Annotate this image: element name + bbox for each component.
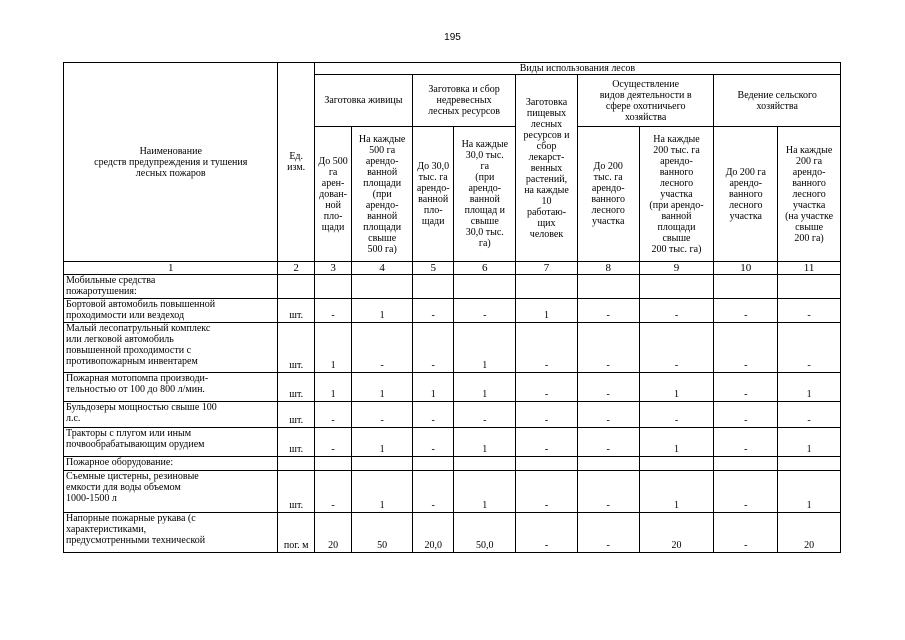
value-cell: - — [412, 402, 453, 428]
column-number: 8 — [577, 262, 639, 275]
table-row — [64, 323, 841, 373]
value-cell: - — [412, 428, 453, 457]
value-cell: - — [352, 323, 413, 373]
column-number: 11 — [778, 262, 841, 275]
value-cell: - — [516, 471, 578, 513]
value-cell — [516, 275, 578, 299]
header-subcol: До 200 тыс. га арендо- ванного лесного участка — [577, 127, 639, 262]
value-cell: - — [714, 428, 778, 457]
row-unit: пог. м — [278, 513, 314, 553]
value-cell: - — [714, 299, 778, 323]
value-cell — [352, 457, 413, 471]
row-unit — [278, 275, 314, 299]
row-name: Мобильные средства пожаротушения: — [64, 275, 278, 299]
value-cell: 20 — [314, 513, 351, 553]
value-cell — [778, 457, 841, 471]
header-subcol: До 30,0 тыс. га арендо- ванной пло- щади — [412, 127, 453, 262]
value-cell: - — [314, 299, 351, 323]
value-cell: - — [714, 402, 778, 428]
value-cell: - — [516, 402, 578, 428]
value-cell — [714, 275, 778, 299]
value-cell: 1 — [639, 373, 714, 402]
value-cell: - — [314, 428, 351, 457]
value-cell: 1 — [352, 471, 413, 513]
value-cell: 20 — [778, 513, 841, 553]
row-unit: шт. — [278, 428, 314, 457]
header-group: Ведение сельского хозяйства — [714, 75, 841, 127]
column-number: 2 — [278, 262, 314, 275]
value-cell — [454, 457, 516, 471]
value-cell: - — [577, 323, 639, 373]
value-cell: - — [639, 402, 714, 428]
value-cell: - — [314, 402, 351, 428]
value-cell: 1 — [778, 373, 841, 402]
value-cell: - — [714, 323, 778, 373]
column-number: 7 — [516, 262, 578, 275]
value-cell: 1 — [314, 373, 351, 402]
value-cell — [577, 275, 639, 299]
value-cell: 1 — [352, 373, 413, 402]
table-row — [64, 471, 841, 513]
value-cell: 1 — [454, 373, 516, 402]
value-cell: - — [714, 373, 778, 402]
value-cell — [778, 275, 841, 299]
table-row — [64, 299, 841, 323]
value-cell: 1 — [516, 299, 578, 323]
row-name: Бульдозеры мощностью свыше 100 л.с. — [64, 402, 278, 428]
value-cell: - — [577, 471, 639, 513]
table-row — [64, 402, 841, 428]
value-cell: - — [412, 299, 453, 323]
value-cell: 1 — [352, 299, 413, 323]
value-cell: - — [412, 471, 453, 513]
value-cell: 50 — [352, 513, 413, 553]
value-cell: 1 — [454, 471, 516, 513]
value-cell: - — [577, 402, 639, 428]
row-name: Съемные цистерны, резиновые емкости для воды объемом 1000-1500 л — [64, 471, 278, 513]
row-name: Малый лесопатрульный комплекс или легковой автомобиль повышенной проходимости с противопожарным инвентарем — [64, 323, 278, 373]
value-cell: - — [577, 299, 639, 323]
value-cell: - — [577, 513, 639, 553]
table-row — [64, 373, 841, 402]
value-cell — [516, 457, 578, 471]
value-cell: - — [714, 471, 778, 513]
column-number: 3 — [314, 262, 351, 275]
header-subcol: На каждые 500 га арендо- ванной площади (при арендо- ванной площади свыше 500 га) — [352, 127, 413, 262]
value-cell: - — [778, 323, 841, 373]
row-unit: шт. — [278, 373, 314, 402]
value-cell — [314, 457, 351, 471]
header-subcol: На каждые 200 тыс. га арендо- ванного лесного участка (при арендо- ванной площади свыше 200 тыс. га) — [639, 127, 714, 262]
row-unit: шт. — [278, 471, 314, 513]
header-group: Осуществление видов деятельности в сфере охотничьего хозяйства — [577, 75, 714, 127]
value-cell: - — [314, 471, 351, 513]
value-cell: - — [778, 299, 841, 323]
value-cell: - — [778, 402, 841, 428]
value-cell: - — [714, 513, 778, 553]
value-cell — [639, 275, 714, 299]
row-name: Напорные пожарные рукава (с характеристиками, предусмотренными технической — [64, 513, 278, 553]
column-number: 4 — [352, 262, 413, 275]
row-name: Пожарная мотопомпа производи- тельностью от 100 до 800 л/мин. — [64, 373, 278, 402]
table-body — [64, 275, 841, 553]
value-cell — [352, 275, 413, 299]
value-cell — [714, 457, 778, 471]
row-unit: шт. — [278, 323, 314, 373]
value-cell: 1 — [639, 471, 714, 513]
row-name: Пожарное оборудование: — [64, 457, 278, 471]
header-group: Заготовка пищевых лесных ресурсов и сбор лекарст- венных растений, на каждые 10 работаю- щих человек — [516, 75, 578, 262]
value-cell — [639, 457, 714, 471]
row-unit: шт. — [278, 299, 314, 323]
value-cell: - — [516, 323, 578, 373]
value-cell: - — [516, 428, 578, 457]
value-cell: 1 — [778, 471, 841, 513]
value-cell: - — [639, 323, 714, 373]
value-cell: 1 — [454, 428, 516, 457]
value-cell: 20,0 — [412, 513, 453, 553]
column-number: 6 — [454, 262, 516, 275]
table-row — [64, 428, 841, 457]
value-cell: - — [352, 402, 413, 428]
value-cell — [412, 457, 453, 471]
column-number: 5 — [412, 262, 453, 275]
value-cell: 1 — [454, 323, 516, 373]
value-cell — [454, 275, 516, 299]
row-unit: шт. — [278, 402, 314, 428]
fire-equipment-table — [63, 62, 841, 553]
value-cell: 1 — [352, 428, 413, 457]
value-cell — [314, 275, 351, 299]
value-cell: 1 — [639, 428, 714, 457]
value-cell: 50,0 — [454, 513, 516, 553]
table-row — [64, 457, 841, 471]
value-cell: 20 — [639, 513, 714, 553]
page-number: 195 — [444, 32, 461, 43]
value-cell: - — [454, 402, 516, 428]
value-cell: - — [577, 373, 639, 402]
value-cell: - — [454, 299, 516, 323]
header-top: Виды использования лесов — [314, 63, 840, 75]
row-unit — [278, 457, 314, 471]
value-cell: - — [639, 299, 714, 323]
value-cell: - — [516, 513, 578, 553]
header-unit: Ед. изм. — [278, 63, 314, 262]
header-name: Наименование средств предупреждения и тушения лесных пожаров — [64, 63, 278, 262]
value-cell: - — [577, 428, 639, 457]
value-cell: 1 — [778, 428, 841, 457]
header-subcol: На каждые 30,0 тыс. га (при арендо- ванной площад и свыше 30,0 тыс. га) — [454, 127, 516, 262]
table-row — [64, 513, 841, 553]
header-subcol: До 500 га арен- дован- ной пло- щади — [314, 127, 351, 262]
row-name: Бортовой автомобиль повышенной проходимости или вездеход — [64, 299, 278, 323]
table-row — [64, 275, 841, 299]
value-cell: - — [412, 323, 453, 373]
row-name: Тракторы с плугом или иным почвообрабатывающим орудием — [64, 428, 278, 457]
column-number: 9 — [639, 262, 714, 275]
header-subcol: На каждые 200 га арендо- ванного лесного участка (на участке свыше 200 га) — [778, 127, 841, 262]
header-group: Заготовка и сбор недревесных лесных ресурсов — [412, 75, 515, 127]
value-cell — [577, 457, 639, 471]
value-cell: - — [516, 373, 578, 402]
column-number: 1 — [64, 262, 278, 275]
value-cell — [412, 275, 453, 299]
column-number: 10 — [714, 262, 778, 275]
value-cell: 1 — [314, 323, 351, 373]
header-group: Заготовка живицы — [314, 75, 412, 127]
value-cell: 1 — [412, 373, 453, 402]
header-subcol: До 200 га арендо- ванного лесного участка — [714, 127, 778, 262]
